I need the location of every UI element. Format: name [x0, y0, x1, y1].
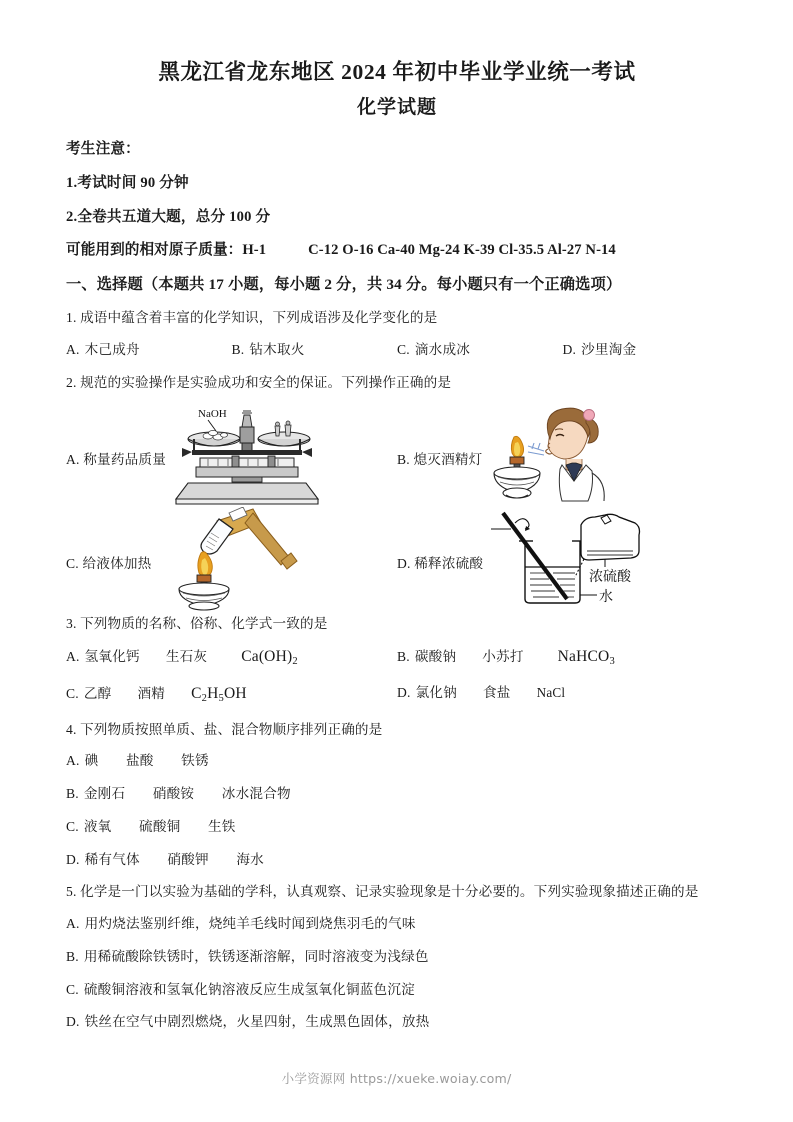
question-3-option-b[interactable]	[397, 645, 728, 671]
question-1-option-d[interactable]	[563, 339, 729, 361]
atomic-mass-label: 可能用到的相对原子质量：	[66, 242, 243, 259]
option-text: 熄灭酒精灯	[413, 452, 483, 468]
atomic-mass-rest: C-12 O-16 Ca-40 Mg-24 K-39 Cl-35.5 Al-27 N-14	[308, 242, 616, 259]
question-2-option-a[interactable]	[66, 403, 397, 507]
question-2-options-row-1	[66, 403, 728, 507]
question-2-number: 2.	[66, 374, 77, 390]
question-1-number: 1.	[66, 310, 77, 326]
question-2-option-b[interactable]	[397, 403, 728, 507]
notice-item-1: 1.考试时间 90 分钟	[66, 174, 189, 191]
option-name: 氢氧化钙	[84, 649, 140, 665]
question-5-stem	[66, 881, 728, 903]
option-letter: C.	[66, 818, 79, 834]
option-letter: C.	[397, 341, 410, 357]
heating-test-tube-illustration	[157, 507, 307, 611]
notice-label: 考生注意：	[66, 140, 140, 157]
option-formula: $C_2H_5OH$	[191, 684, 247, 704]
question-4-option-d[interactable]	[66, 849, 728, 871]
option-letter: D.	[397, 556, 411, 572]
option-letter: C.	[66, 981, 79, 997]
option-text: 稀释浓硫酸	[414, 556, 484, 572]
option-alias: 生石灰	[165, 649, 208, 665]
option-text: 金刚石 硝酸铵 冰水混合物	[83, 786, 291, 802]
option-text: 钻木取火	[249, 341, 305, 357]
atomic-mass-line	[66, 240, 728, 262]
option-letter: D.	[66, 1014, 80, 1030]
footer-watermark: 小学资源网 https://xueke.woiay.com/	[281, 1071, 512, 1086]
option-letter: C.	[66, 685, 79, 701]
page-subtitle: 化学试题	[356, 97, 437, 119]
question-3-option-d[interactable]	[397, 682, 728, 708]
option-text: 用灼烧法鉴别纤维，烧纯羊毛线时闻到烧焦羽毛的气味	[84, 916, 416, 932]
option-name: 氯化钠	[415, 684, 458, 700]
question-1-option-c[interactable]	[397, 339, 563, 361]
question-1-text: 成语中蕴含着丰富的化学知识，下列成语涉及化学变化的是	[80, 310, 438, 326]
option-letter: B.	[66, 786, 79, 802]
option-formula: NaHCO$_3$	[557, 648, 615, 668]
question-4	[66, 719, 728, 871]
option-text: 给液体加热	[82, 556, 152, 572]
option-letter: A.	[66, 341, 80, 357]
question-3-option-c[interactable]	[66, 682, 397, 708]
question-5-option-b[interactable]	[66, 946, 728, 968]
question-2-text: 规范的实验操作是实验成功和安全的保证。下列操作正确的是	[80, 374, 452, 390]
question-1-option-a[interactable]	[66, 339, 232, 361]
atomic-mass-hydrogen: H-1	[242, 242, 267, 259]
option-letter: A.	[66, 916, 80, 932]
option-formula: NaCl	[536, 684, 566, 700]
option-label	[397, 546, 483, 572]
page-content	[66, 56, 728, 1044]
option-text: 铁丝在空气中剧烈燃烧，火星四射，生成黑色固体，放热	[84, 1014, 430, 1030]
question-3-options-row-2	[66, 682, 728, 708]
option-letter: C.	[66, 556, 79, 572]
question-1-options	[66, 339, 728, 361]
question-1-option-b[interactable]	[232, 339, 398, 361]
question-3-text: 下列物质的名称、俗称、化学式一致的是	[80, 616, 328, 632]
question-2-option-c[interactable]	[66, 507, 397, 611]
question-4-option-b[interactable]	[66, 783, 728, 805]
option-text: 稀有气体 硝酸钾 海水	[84, 851, 264, 867]
option-letter: B.	[397, 649, 410, 665]
question-3-options-row-1	[66, 645, 728, 671]
option-letter: D.	[397, 684, 411, 700]
question-3-number: 3.	[66, 616, 77, 632]
question-5-text: 化学是一门以实验为基础的学科，认真观察、记录实验现象是十分必要的。下列实验现象描述正确的是	[80, 884, 699, 900]
option-label	[66, 546, 151, 572]
option-text: 硫酸铜溶液和氢氧化钠溶液反应生成氢氧化铜蓝色沉淀	[83, 981, 415, 997]
option-letter: A.	[66, 452, 80, 468]
balance-illustration	[172, 403, 322, 507]
question-1	[66, 307, 728, 361]
question-4-number: 4.	[66, 721, 77, 737]
option-alias: 小苏打	[482, 649, 524, 665]
question-4-text: 下列物质按照单质、盐、混合物顺序排列正确的是	[80, 721, 383, 737]
option-letter: B.	[231, 341, 245, 357]
option-text: 滴水成冰	[414, 341, 471, 357]
question-1-stem	[66, 307, 728, 329]
option-name: 乙醇	[83, 685, 112, 701]
option-letter: A.	[66, 649, 80, 665]
notice-item-2: 2.全卷共五道大题，总分 100 分	[66, 208, 271, 225]
question-3	[66, 613, 728, 707]
blow-out-alcohol-lamp-illustration	[488, 403, 628, 507]
question-3-stem	[66, 613, 728, 635]
option-letter: B.	[397, 452, 410, 468]
question-2-options-row-2	[66, 507, 728, 611]
question-4-stem	[66, 719, 728, 741]
svg-text:水: 水	[599, 590, 614, 606]
option-label	[397, 442, 482, 468]
question-4-option-a[interactable]	[66, 750, 728, 772]
question-5	[66, 881, 728, 1033]
option-name: 碳酸钠	[414, 649, 457, 665]
option-text: 称量药品质量	[83, 452, 166, 468]
section-heading-multiple-choice: 一、选择题（本题共 17 小题，每小题 2 分，共 34 分。每小题只有一个正确选项）	[66, 276, 622, 294]
question-5-option-d[interactable]	[66, 1011, 728, 1033]
option-text: 用稀硫酸除铁锈时，铁锈逐渐溶解，同时溶液变为浅绿色	[83, 948, 429, 964]
svg-text:浓硫酸: 浓硫酸	[589, 570, 632, 586]
option-text: 碘 盐酸 铁锈	[84, 753, 209, 769]
option-letter: D.	[66, 851, 80, 867]
option-label	[66, 442, 166, 468]
option-alias: 食盐	[483, 684, 511, 700]
option-letter: D.	[562, 341, 577, 357]
question-3-option-a[interactable]	[66, 645, 397, 671]
svg-text:NaOH: NaOH	[198, 408, 227, 421]
option-text: 沙里淘金	[581, 341, 637, 357]
option-text: 液氧 硫酸铜 生铁	[83, 818, 236, 834]
question-5-number: 5.	[66, 884, 77, 900]
option-alias: 酒精	[137, 685, 166, 701]
option-text: 木己成舟	[84, 341, 140, 357]
question-5-option-c[interactable]	[66, 979, 728, 1001]
question-5-option-a[interactable]	[66, 913, 728, 935]
question-2-stem	[66, 372, 728, 394]
option-letter: B.	[66, 948, 79, 964]
option-formula: $Ca(OH)_2$	[241, 648, 298, 668]
question-2-options	[66, 403, 728, 611]
question-4-option-c[interactable]	[66, 816, 728, 838]
option-letter: A.	[66, 753, 80, 769]
dilute-sulfuric-acid-illustration	[489, 507, 659, 611]
question-2	[66, 372, 728, 612]
page-title: 黑龙江省龙东地区 2024 年初中毕业学业统一考试	[158, 60, 636, 84]
question-2-option-d[interactable]	[397, 507, 728, 611]
